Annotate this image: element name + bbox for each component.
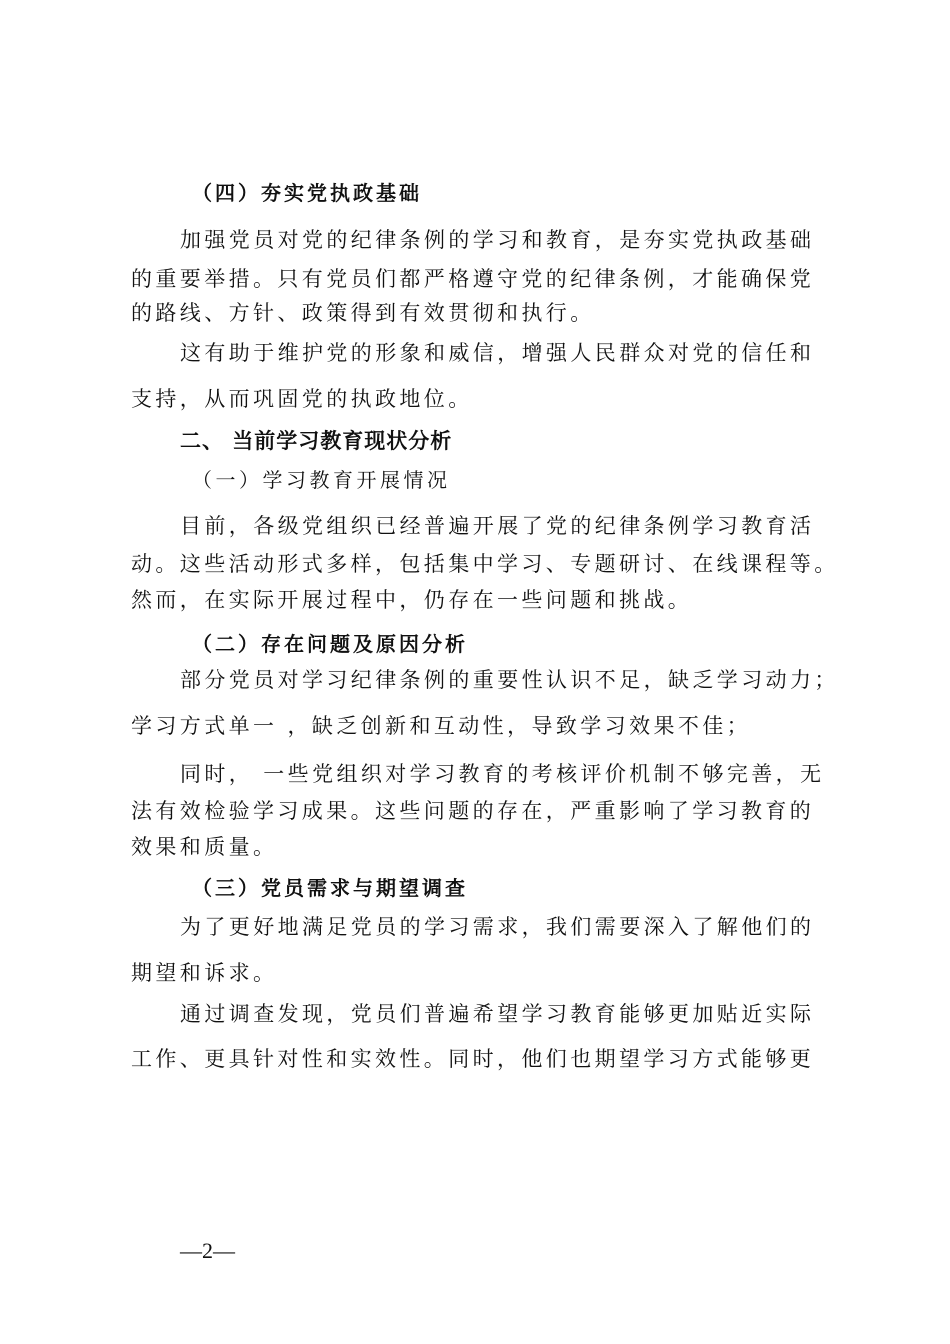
paragraph-line: 同时， 一些党组织对学习教育的考核评价机制不够完善，无 bbox=[180, 762, 825, 786]
paragraph-line: 部分党员对学习纪律条例的重要性认识不足，缺乏学习动力； bbox=[180, 668, 839, 692]
sub-heading-survey: （三）党员需求与期望调查 bbox=[192, 876, 468, 900]
paragraph-line: 目前，各级党组织已经普遍开展了党的纪律条例学习教育活 bbox=[180, 514, 815, 538]
page-number: —2— bbox=[180, 1238, 235, 1263]
paragraph-line: 工作、更具针对性和实效性。同时，他们也期望学习方式能够更 bbox=[131, 1047, 815, 1071]
sub-heading-problems: （二）存在问题及原因分析 bbox=[192, 632, 468, 656]
paragraph-line: 法有效检验学习成果。这些问题的存在，严重影响了学习教育的 bbox=[131, 799, 815, 823]
paragraph-line: 加强党员对党的纪律条例的学习和教育，是夯实党执政基础 bbox=[180, 228, 815, 252]
paragraph-line: 这有助于维护党的形象和威信，增强人民群众对党的信任和 bbox=[180, 341, 815, 365]
paragraph-line: 的重要举措。只有党员们都严格遵守党的纪律条例，才能确保党 bbox=[131, 267, 815, 291]
sub-heading-status: （一）学习教育开展情况 bbox=[192, 468, 451, 492]
paragraph-line: 期望和诉求。 bbox=[131, 961, 278, 985]
paragraph-line: 动。这些活动形式多样，包括集中学习、专题研讨、在线课程等。 bbox=[131, 552, 839, 576]
paragraph-line: 通过调查发现，党员们普遍希望学习教育能够更加贴近实际 bbox=[180, 1002, 815, 1026]
paragraph-line: 学习方式单一 ，缺乏创新和互动性，导致学习效果不佳； bbox=[131, 714, 752, 738]
paragraph-line: 支持，从而巩固党的执政地位。 bbox=[131, 387, 473, 411]
paragraph-line: 效果和质量。 bbox=[131, 835, 278, 859]
paragraph-line: 然而，在实际开展过程中，仍存在一些问题和挑战。 bbox=[131, 588, 693, 612]
section-heading-current-status: 二、 当前学习教育现状分析 bbox=[180, 429, 453, 453]
heading-strengthen-foundation: （四）夯实党执政基础 bbox=[192, 181, 422, 205]
paragraph-line: 的路线、方针、政策得到有效贯彻和执行。 bbox=[131, 301, 595, 325]
paragraph-line: 为了更好地满足党员的学习需求，我们需要深入了解他们的 bbox=[180, 915, 815, 939]
